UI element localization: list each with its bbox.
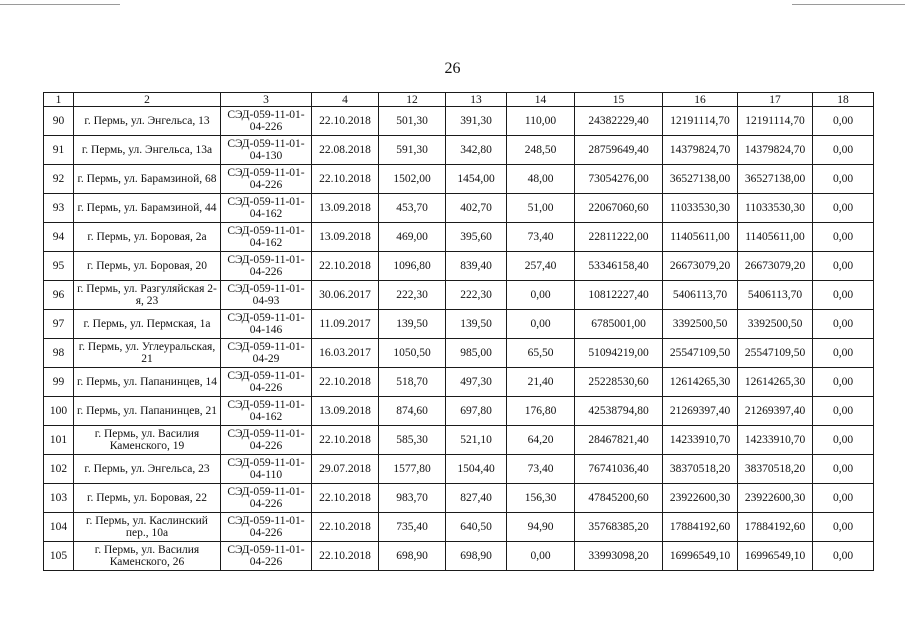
cell-col15: 10812227,40	[575, 281, 663, 310]
cell-address: г. Пермь, ул. Боровая, 22	[74, 484, 221, 513]
cell-col16: 36527138,00	[663, 165, 738, 194]
cell-col15: 47845200,60	[575, 484, 663, 513]
cell-col14: 110,00	[507, 107, 575, 136]
cell-col13: 1504,40	[446, 455, 507, 484]
cell-address: г. Пермь, ул. Углеуральская, 21	[74, 339, 221, 368]
cell-col18: 0,00	[813, 252, 874, 281]
cell-col17: 14233910,70	[738, 426, 813, 455]
cell-col18: 0,00	[813, 484, 874, 513]
cell-col17: 17884192,60	[738, 513, 813, 542]
cell-col16: 3392500,50	[663, 310, 738, 339]
cell-col15: 53346158,40	[575, 252, 663, 281]
cell-col13: 139,50	[446, 310, 507, 339]
cell-col18: 0,00	[813, 426, 874, 455]
cell-col18: 0,00	[813, 397, 874, 426]
cell-document: СЭД-059-11-01-04-226	[221, 107, 312, 136]
cell-col13: 827,40	[446, 484, 507, 513]
table-row	[44, 223, 874, 252]
cell-col17: 3392500,50	[738, 310, 813, 339]
cell-col15: 42538794,80	[575, 397, 663, 426]
cell-col17: 14379824,70	[738, 136, 813, 165]
cell-document: СЭД-059-11-01-04-110	[221, 455, 312, 484]
cell-date: 22.10.2018	[312, 484, 379, 513]
column-header-col17: 17	[738, 93, 813, 107]
cell-col12: 453,70	[379, 194, 446, 223]
cell-col15: 6785001,00	[575, 310, 663, 339]
cell-col15: 73054276,00	[575, 165, 663, 194]
cell-index: 101	[44, 426, 74, 455]
cell-date: 11.09.2017	[312, 310, 379, 339]
cell-address: г. Пермь, ул. Папанинцев, 14	[74, 368, 221, 397]
table-row	[44, 339, 874, 368]
cell-index: 95	[44, 252, 74, 281]
cell-col14: 73,40	[507, 455, 575, 484]
cell-col18: 0,00	[813, 339, 874, 368]
column-header-col13: 13	[446, 93, 507, 107]
cell-date: 22.10.2018	[312, 426, 379, 455]
cell-col15: 35768385,20	[575, 513, 663, 542]
cell-col15: 25228530,60	[575, 368, 663, 397]
column-header-col18: 18	[813, 93, 874, 107]
cell-address: г. Пермь, ул. Боровая, 20	[74, 252, 221, 281]
cell-col15: 51094219,00	[575, 339, 663, 368]
cell-col16: 21269397,40	[663, 397, 738, 426]
cell-col15: 28467821,40	[575, 426, 663, 455]
cell-index: 97	[44, 310, 74, 339]
cell-col17: 23922600,30	[738, 484, 813, 513]
cell-col16: 16996549,10	[663, 542, 738, 571]
column-header-col12: 12	[379, 93, 446, 107]
cell-date: 16.03.2017	[312, 339, 379, 368]
column-header-document: 3	[221, 93, 312, 107]
cell-col12: 983,70	[379, 484, 446, 513]
cell-address: г. Пермь, ул. Энгельса, 13	[74, 107, 221, 136]
cell-col14: 156,30	[507, 484, 575, 513]
cell-document: СЭД-059-11-01-04-162	[221, 397, 312, 426]
cell-col14: 0,00	[507, 310, 575, 339]
cell-document: СЭД-059-11-01-04-146	[221, 310, 312, 339]
cell-col16: 12191114,70	[663, 107, 738, 136]
cell-col18: 0,00	[813, 368, 874, 397]
cell-col14: 0,00	[507, 281, 575, 310]
cell-address: г. Пермь, ул. Василия Каменского, 26	[74, 542, 221, 571]
cell-index: 94	[44, 223, 74, 252]
cell-address: г. Пермь, ул. Каслинский пер., 10а	[74, 513, 221, 542]
cell-col13: 222,30	[446, 281, 507, 310]
table-row	[44, 136, 874, 165]
cell-index: 92	[44, 165, 74, 194]
cell-col15: 76741036,40	[575, 455, 663, 484]
cell-col16: 12614265,30	[663, 368, 738, 397]
cell-col12: 222,30	[379, 281, 446, 310]
cell-index: 102	[44, 455, 74, 484]
table-row	[44, 165, 874, 194]
cell-col18: 0,00	[813, 107, 874, 136]
cell-col18: 0,00	[813, 310, 874, 339]
cell-date: 22.10.2018	[312, 368, 379, 397]
cell-col12: 501,30	[379, 107, 446, 136]
cell-col16: 38370518,20	[663, 455, 738, 484]
cell-document: СЭД-059-11-01-04-226	[221, 426, 312, 455]
cell-document: СЭД-059-11-01-04-226	[221, 252, 312, 281]
cell-document: СЭД-059-11-01-04-93	[221, 281, 312, 310]
column-header-date: 4	[312, 93, 379, 107]
cell-address: г. Пермь, ул. Энгельса, 13а	[74, 136, 221, 165]
cell-col15: 33993098,20	[575, 542, 663, 571]
table-row	[44, 426, 874, 455]
cell-col12: 585,30	[379, 426, 446, 455]
cell-col17: 11033530,30	[738, 194, 813, 223]
cell-col14: 257,40	[507, 252, 575, 281]
cell-col15: 28759649,40	[575, 136, 663, 165]
cell-col17: 5406113,70	[738, 281, 813, 310]
cell-col13: 839,40	[446, 252, 507, 281]
column-header-col14: 14	[507, 93, 575, 107]
cell-col12: 1050,50	[379, 339, 446, 368]
cell-col15: 24382229,40	[575, 107, 663, 136]
cell-col18: 0,00	[813, 455, 874, 484]
cell-index: 103	[44, 484, 74, 513]
cell-index: 98	[44, 339, 74, 368]
cell-col12: 139,50	[379, 310, 446, 339]
cell-col17: 16996549,10	[738, 542, 813, 571]
cell-col17: 38370518,20	[738, 455, 813, 484]
table-body	[44, 93, 874, 571]
cell-col14: 94,90	[507, 513, 575, 542]
cell-index: 91	[44, 136, 74, 165]
cell-col14: 48,00	[507, 165, 575, 194]
cell-date: 22.10.2018	[312, 107, 379, 136]
cell-col12: 874,60	[379, 397, 446, 426]
cell-col12: 1577,80	[379, 455, 446, 484]
cell-index: 105	[44, 542, 74, 571]
cell-col12: 591,30	[379, 136, 446, 165]
column-header-address: 2	[74, 93, 221, 107]
cell-index: 90	[44, 107, 74, 136]
column-header-col15: 15	[575, 93, 663, 107]
cell-col16: 14379824,70	[663, 136, 738, 165]
cell-col18: 0,00	[813, 136, 874, 165]
cell-col13: 640,50	[446, 513, 507, 542]
cell-address: г. Пермь, ул. Пермская, 1а	[74, 310, 221, 339]
table-row	[44, 194, 874, 223]
cell-address: г. Пермь, ул. Энгельса, 23	[74, 455, 221, 484]
cell-index: 100	[44, 397, 74, 426]
cell-index: 96	[44, 281, 74, 310]
cell-col16: 17884192,60	[663, 513, 738, 542]
cell-address: г. Пермь, ул. Боровая, 2а	[74, 223, 221, 252]
cell-index: 93	[44, 194, 74, 223]
cell-date: 13.09.2018	[312, 194, 379, 223]
cell-date: 22.10.2018	[312, 252, 379, 281]
cell-col13: 521,10	[446, 426, 507, 455]
cell-document: СЭД-059-11-01-04-226	[221, 368, 312, 397]
cell-col17: 12614265,30	[738, 368, 813, 397]
page-number: 26	[444, 60, 461, 77]
cell-col16: 11405611,00	[663, 223, 738, 252]
cell-address: г. Пермь, ул. Разгуляйская 2-я, 23	[74, 281, 221, 310]
cell-address: г. Пермь, ул. Папанинцев, 21	[74, 397, 221, 426]
scan-edge-line-right	[792, 4, 905, 5]
column-header-col16: 16	[663, 93, 738, 107]
cell-document: СЭД-059-11-01-04-226	[221, 484, 312, 513]
cell-col17: 21269397,40	[738, 397, 813, 426]
cell-document: СЭД-059-11-01-04-130	[221, 136, 312, 165]
cell-col17: 12191114,70	[738, 107, 813, 136]
cell-date: 22.10.2018	[312, 513, 379, 542]
cell-col16: 23922600,30	[663, 484, 738, 513]
column-header-index: 1	[44, 93, 74, 107]
cell-col13: 985,00	[446, 339, 507, 368]
cell-col18: 0,00	[813, 281, 874, 310]
cell-index: 99	[44, 368, 74, 397]
cell-col17: 25547109,50	[738, 339, 813, 368]
cell-col18: 0,00	[813, 223, 874, 252]
cell-col16: 5406113,70	[663, 281, 738, 310]
cell-address: г. Пермь, ул. Барамзиной, 44	[74, 194, 221, 223]
cell-col13: 497,30	[446, 368, 507, 397]
cell-col13: 342,80	[446, 136, 507, 165]
cell-col15: 22811222,00	[575, 223, 663, 252]
cell-document: СЭД-059-11-01-04-162	[221, 223, 312, 252]
cell-col14: 176,80	[507, 397, 575, 426]
cell-col12: 518,70	[379, 368, 446, 397]
cell-col17: 36527138,00	[738, 165, 813, 194]
table-row	[44, 368, 874, 397]
cell-col14: 51,00	[507, 194, 575, 223]
cell-col13: 391,30	[446, 107, 507, 136]
cell-date: 13.09.2018	[312, 397, 379, 426]
cell-col14: 64,20	[507, 426, 575, 455]
cell-col13: 402,70	[446, 194, 507, 223]
cell-col18: 0,00	[813, 542, 874, 571]
cell-col14: 65,50	[507, 339, 575, 368]
cell-col14: 21,40	[507, 368, 575, 397]
cell-col17: 11405611,00	[738, 223, 813, 252]
table-row	[44, 397, 874, 426]
cell-col17: 26673079,20	[738, 252, 813, 281]
cell-date: 13.09.2018	[312, 223, 379, 252]
cell-date: 30.06.2017	[312, 281, 379, 310]
cell-col12: 735,40	[379, 513, 446, 542]
cell-date: 29.07.2018	[312, 455, 379, 484]
cell-col16: 11033530,30	[663, 194, 738, 223]
table-row	[44, 455, 874, 484]
table-row	[44, 252, 874, 281]
cell-col16: 26673079,20	[663, 252, 738, 281]
cell-col13: 697,80	[446, 397, 507, 426]
cell-col18: 0,00	[813, 165, 874, 194]
cell-date: 22.10.2018	[312, 542, 379, 571]
cell-col16: 14233910,70	[663, 426, 738, 455]
cell-document: СЭД-059-11-01-04-226	[221, 165, 312, 194]
cell-index: 104	[44, 513, 74, 542]
table-row	[44, 107, 874, 136]
cell-col16: 25547109,50	[663, 339, 738, 368]
cell-col13: 395,60	[446, 223, 507, 252]
cell-col14: 73,40	[507, 223, 575, 252]
table-row	[44, 513, 874, 542]
cell-col13: 698,90	[446, 542, 507, 571]
cell-col12: 1502,00	[379, 165, 446, 194]
cell-date: 22.10.2018	[312, 165, 379, 194]
cell-document: СЭД-059-11-01-04-226	[221, 513, 312, 542]
cell-col15: 22067060,60	[575, 194, 663, 223]
cell-col13: 1454,00	[446, 165, 507, 194]
cell-col12: 698,90	[379, 542, 446, 571]
cell-col18: 0,00	[813, 194, 874, 223]
table-row	[44, 310, 874, 339]
cell-address: г. Пермь, ул. Василия Каменского, 19	[74, 426, 221, 455]
data-table	[43, 92, 874, 571]
scan-edge-line-left	[0, 4, 120, 5]
cell-col14: 0,00	[507, 542, 575, 571]
cell-date: 22.08.2018	[312, 136, 379, 165]
cell-col14: 248,50	[507, 136, 575, 165]
cell-col12: 469,00	[379, 223, 446, 252]
table-row	[44, 542, 874, 571]
cell-col18: 0,00	[813, 513, 874, 542]
table-row	[44, 484, 874, 513]
cell-document: СЭД-059-11-01-04-226	[221, 542, 312, 571]
table-row	[44, 281, 874, 310]
cell-document: СЭД-059-11-01-04-162	[221, 194, 312, 223]
table-header-row	[44, 93, 874, 107]
cell-document: СЭД-059-11-01-04-29	[221, 339, 312, 368]
cell-col12: 1096,80	[379, 252, 446, 281]
cell-address: г. Пермь, ул. Барамзиной, 68	[74, 165, 221, 194]
